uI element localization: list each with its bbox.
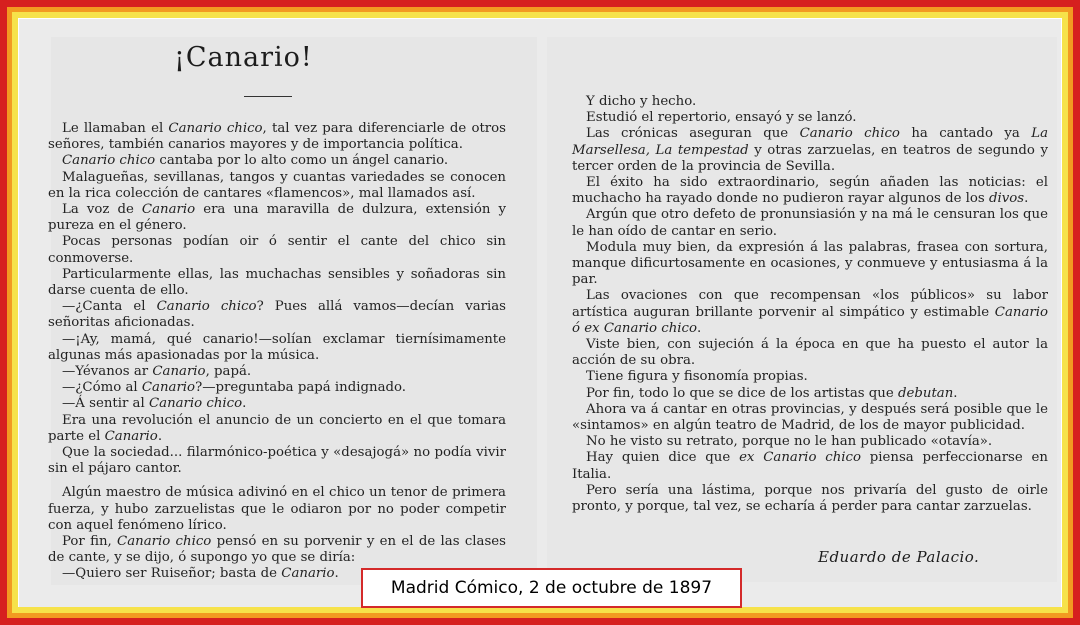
article-paragraph bbox=[572, 402, 1048, 434]
text-run: pensó en su porvenir y en el de las clases de cante, y se dijo, ó supongo yo que se diría: bbox=[48, 534, 506, 566]
article-paragraph bbox=[572, 386, 1048, 402]
text-run: Tiene figura y fisonomía propias. bbox=[586, 369, 808, 385]
article-paragraph bbox=[48, 364, 506, 380]
italic-text: Canario chico bbox=[799, 126, 900, 142]
article-paragraph bbox=[48, 234, 506, 266]
text-run: , tal vez para diferenciarle de otros señores, también canarios mayores y de importancia política. bbox=[48, 121, 506, 153]
text-run: Hay quien dice que bbox=[586, 450, 740, 466]
text-run: La voz de bbox=[62, 202, 142, 218]
article-paragraph bbox=[48, 202, 506, 234]
italic-text: Canario bbox=[152, 364, 206, 380]
source-caption: Madrid Cómico, 2 de octubre de 1897 bbox=[361, 568, 742, 608]
text-run: Le llamaban el bbox=[62, 121, 169, 136]
text-run: Malagueñas, sevillanas, tangos y cuantas variedades se conocen en la rica colección de cantares «flamencos», mal llamados así. bbox=[48, 169, 506, 201]
text-run: —¿Cómo al bbox=[62, 380, 142, 396]
text-run: Particularmente ellas, las muchachas sensibles y soñadoras sin darse cuenta de ello. bbox=[48, 266, 506, 299]
italic-text: Canario bbox=[104, 428, 158, 444]
text-run: El éxito ha sido extraordinario, según añaden las noticias: el muchacho ha rayado donde no pudieron rayar algunos de los bbox=[572, 175, 1048, 207]
text-run: . bbox=[157, 428, 163, 444]
article-paragraph bbox=[48, 396, 506, 412]
article-paragraph bbox=[48, 413, 506, 445]
article-paragraph bbox=[48, 445, 506, 477]
text-run: y otras zarzuelas, en teatros de segundo y tercer orden de la provincia de Sevilla. bbox=[572, 142, 1048, 174]
article-paragraph bbox=[48, 534, 506, 566]
text-run: . bbox=[334, 566, 339, 582]
text-run: ?—preguntaba papá indignado. bbox=[195, 380, 407, 396]
text-run: —Á sentir al bbox=[62, 396, 149, 412]
italic-text: Canario chico bbox=[148, 396, 243, 412]
text-run: Era una revolución el anuncio de un concierto en el que tomara parte el bbox=[48, 412, 506, 444]
italic-text: Canario bbox=[141, 380, 196, 396]
article-paragraph bbox=[572, 450, 1048, 482]
italic-text: Canario ó ex Canario chico bbox=[572, 304, 1048, 336]
text-run: era una maravilla de dulzura, extensión y pureza en el género. bbox=[48, 202, 506, 234]
text-run: No he visto su retrato, porque no le han publicado «otavía». bbox=[586, 434, 993, 450]
right-column-text bbox=[572, 94, 1048, 515]
article-paragraph bbox=[48, 170, 506, 202]
italic-text: Canario bbox=[281, 566, 335, 582]
article-paragraph bbox=[572, 240, 1048, 289]
article-paragraph bbox=[48, 121, 506, 153]
italic-text: divos bbox=[988, 191, 1025, 207]
text-run: . bbox=[1024, 191, 1029, 207]
article-paragraph bbox=[572, 369, 1048, 385]
text-run: Por fin, todo lo que se dice de los artistas que bbox=[586, 385, 898, 401]
article-paragraph bbox=[48, 485, 506, 534]
article-title: ¡Canario! bbox=[174, 42, 313, 73]
article-paragraph bbox=[572, 434, 1048, 450]
article-paragraph bbox=[48, 332, 506, 364]
text-run: . bbox=[696, 320, 702, 336]
article-paragraph bbox=[572, 126, 1048, 175]
text-run: —Yévanos ar bbox=[62, 364, 153, 380]
italic-text: Canario chico bbox=[156, 299, 257, 315]
italic-text: Canario bbox=[141, 202, 196, 218]
article-paragraph bbox=[48, 380, 506, 396]
left-column-text bbox=[48, 121, 506, 583]
text-run: Pocas personas podían oir ó sentir el cante del chico sin conmoverse. bbox=[48, 234, 506, 266]
text-run: , papá. bbox=[205, 364, 252, 380]
text-run: Y dicho y hecho. bbox=[586, 94, 697, 109]
article-paragraph bbox=[572, 337, 1048, 369]
text-run: Las ovaciones con que recompensan «los públicos» su labor artística auguran brillante porvenir al simpático y estimable bbox=[572, 288, 1048, 320]
text-run: Algún maestro de música adivinó en el chico un tenor de primera fuerza, y hubo zarzuelistas que le odiaron por no poder competir con aquel fenómeno lírico. bbox=[48, 485, 506, 533]
text-run: Pero sería una lástima, porque nos privaría del gusto de oirle pronto, y porque, tal vez, se echaría á perder para cantar zarzuelas. bbox=[572, 482, 1048, 515]
article-paragraph bbox=[572, 207, 1048, 239]
author-signature: Eduardo de Palacio. bbox=[818, 548, 980, 566]
article-paragraph bbox=[48, 299, 506, 331]
article-paragraph bbox=[572, 288, 1048, 337]
text-run: Estudió el repertorio, ensayó y se lanzó. bbox=[586, 110, 857, 126]
text-run: —Quiero ser Ruiseñor; basta de bbox=[62, 566, 282, 582]
italic-text: Canario chico bbox=[62, 153, 156, 169]
text-run: Viste bien, con sujeción á la época en que ha puesto el autor la acción de su obra. bbox=[572, 337, 1048, 369]
article-paragraph bbox=[572, 110, 1048, 126]
text-run: ? Pues allá vamos—decían varias señoritas aficionadas. bbox=[48, 299, 507, 331]
text-run: piensa perfeccionarse en Italia. bbox=[572, 450, 1048, 482]
title-rule bbox=[244, 96, 292, 97]
article-paragraph bbox=[48, 267, 506, 299]
article-paragraph bbox=[572, 175, 1048, 207]
italic-text: Canario chico bbox=[117, 534, 212, 550]
text-run: Argún que otro defeto de pronunsiasión y na má le censuran los que le han oído de cantar en serio. bbox=[572, 207, 1048, 239]
italic-text: La Marsellesa, La tempestad bbox=[572, 126, 1048, 158]
text-run: Ahora va á cantar en otras provincias, y después será posible que le «sintamos» en algún teatro de Madrid, de los de mayor publicidad. bbox=[572, 401, 1048, 434]
italic-text: ex Canario chico bbox=[739, 450, 861, 466]
text-run: Modula muy bien, da expresión á las palabras, frasea con sortura, manque dificurtosamente en ocasiones, y conmueve y entusiasma á la par. bbox=[572, 239, 1048, 288]
article-paragraph bbox=[48, 153, 506, 169]
italic-text: Canario chico bbox=[168, 121, 263, 136]
article-paragraph bbox=[572, 483, 1048, 515]
text-run: —¡Ay, mamá, qué canario!—solían exclamar tiernísimamente algunas más apasionadas por la música. bbox=[48, 331, 506, 363]
text-run: . bbox=[953, 385, 958, 401]
article-paragraph bbox=[572, 94, 1048, 110]
text-run: Las crónicas aseguran que bbox=[586, 126, 800, 142]
paragraph-gap bbox=[48, 477, 506, 485]
text-run: . bbox=[242, 396, 247, 412]
text-run: ha cantado ya bbox=[899, 126, 1032, 142]
text-run: Por fin, bbox=[62, 534, 118, 550]
text-run: Que la sociedad... filarmónico-poética y «desajogá» no podía vivir sin el pájaro cantor. bbox=[48, 445, 506, 477]
italic-text: debutan bbox=[897, 385, 954, 401]
text-run: —¿Canta el bbox=[62, 299, 157, 315]
text-run: cantaba por lo alto como un ángel canario. bbox=[155, 153, 449, 169]
